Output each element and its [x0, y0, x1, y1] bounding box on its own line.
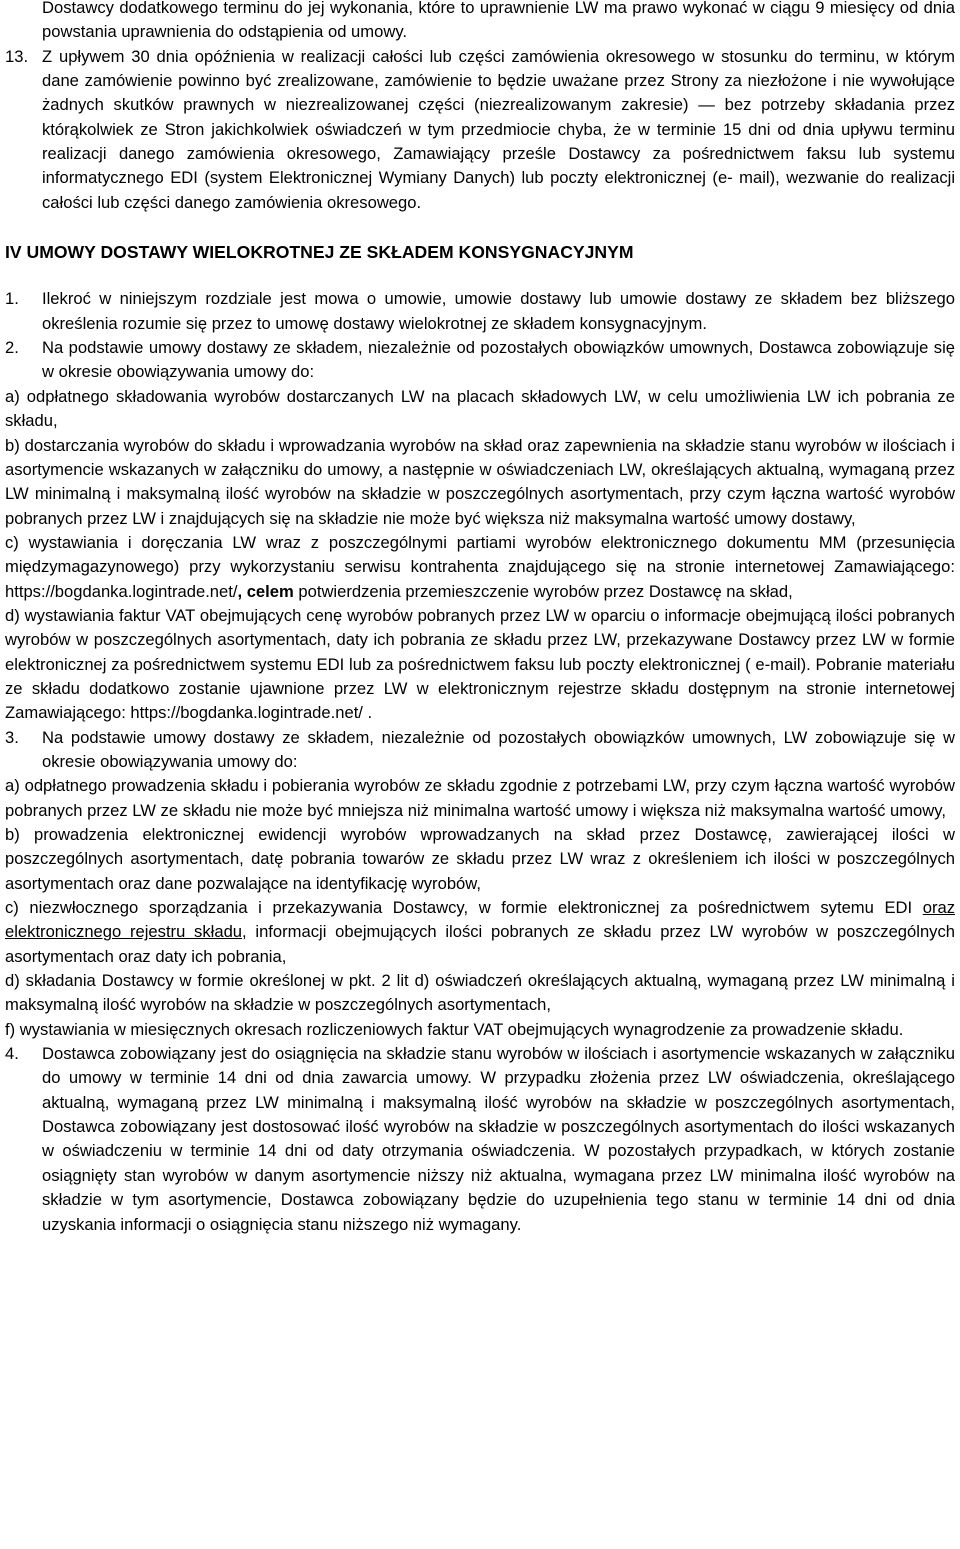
section-item-1-text: Ilekroć w niniejszym rozdziale jest mowa o umowie, umowie dostawy lub umowie dostawy ze składem bez bliższego określenia rozumie się przez to umowę dostawy wielokrotnej ze składem konsygnacyjnym.: [42, 289, 955, 333]
paragraph-13: [5, 45, 955, 215]
item-3d: d) składania Dostawcy w formie określonej w pkt. 2 lit d) oświadczeń określających aktualną, wymaganą przez LW minimalną i maksymalną ilość wyrobów na składzie w poszczególnych asortymentach,: [5, 971, 955, 1015]
section-item-4: [5, 1042, 955, 1237]
item-2c-text-end: potwierdzenia przemieszczenie wyrobów przez Dostawcę na skład,: [293, 581, 793, 601]
item-3a: a) odpłatnego prowadzenia składu i pobierania wyrobów ze składu zgodnie z potrzebami LW, przy czym łączna wartość wyrobów pobranych przez LW ze składu nie może być mniejsza niż minimalna wartość umowy i większa niż maksymalna wartość umowy,: [5, 776, 955, 820]
item-2c-text-start: c) wystawiania i doręczania LW wraz z poszczególnymi partiami wyrobów elektronicznego dokumentu MM (przesunięcia międzymagazynowego) przy wykorzystaniu serwisu kontrahenta znajdującego się na stronie internetowej Zamawiającego: https://bogdanka.logintrade.net/: [5, 532, 955, 601]
section-item-2: [5, 336, 955, 385]
continuation-paragraph: [5, 0, 955, 45]
item-2c-bold-text: , celem: [237, 581, 294, 601]
section-item-2-number: 2.: [5, 338, 19, 358]
section-item-4-text: Dostawca zobowiązany jest do osiągnięcia na składzie stanu wyrobów w ilościach i asortymencie wskazanych w załączniku do umowy w terminie 14 dni od dnia zawarcia umowy. W przypadku złożenia przez LW oświadczenia, określającego aktualną, wymaganą przez LW minimalną i maksymalną ilość wyrobów na składzie w poszczególnych asortymentach, Dostawca zobowiązany jest dostosować ilość wyrobów na składzie w poszczególnych asortymentach do ilości wskazanych w oświadczeniu w terminie 14 dni od daty otrzymania oświadczenia. W pozostałych przypadkach, w których zostanie osiągnięty stan wyrobów w danym asortymencie niższy niż aktualna, wymagana przez LW minimalna ilość wyrobów na składzie w tym asortymencie, Dostawca zobowiązany będzie do uzupełnienia tego stanu w terminie 14 dni od dnia uzyskania informacji o osiągnięcia stanu niższego niż wymagany.: [42, 1044, 955, 1234]
item-2d: d) wystawiania faktur VAT obejmujących cenę wyrobów pobranych przez LW w oparciu o informacje obejmującą ilości pobranych wyrobów w poszczególnych asortymentach, daty ich pobrania ze składu przez LW, przekazywane Dostawcy przez LW w formie elektronicznej za pośrednictwem systemu EDI lub za pośrednictwem faksu lub poczty elektronicznej ( e-mail). Pobranie materiału ze składu dodatkowo zostanie ujawnione przez LW w elektronicznym rejestrze składu dostępnym na stronie internetowej Zamawiającego: https://bogdanka.logintrade.net/ .: [5, 605, 955, 723]
item-2b: b) dostarczania wyrobów do składu i wprowadzania wyrobów na skład oraz zapewnienia na składzie stanu wyrobów w ilościach i asortymencie wskazanych w załączniku do umowy, a następnie w oświadczeniach LW, określających aktualną, wymaganą przez LW minimalną i maksymalną ilość wyrobów na składzie w poszczególnych asortymentach, przy czym łączna wartość wyrobów pobranych przez LW i znajdujących się na składzie nie może być większa niż maksymalna wartość umowy dostawy,: [5, 435, 955, 528]
item-3c-text-end: , informacji obejmujących ilości pobranych ze składu przez LW wyrobów w poszczególnych asortymentach oraz daty ich pobrania,: [5, 922, 955, 966]
item-3b: b) prowadzenia elektronicznej ewidencji wyrobów wprowadzanych na skład przez Dostawcę, zawierającej ilości w poszczególnych asortymentach, datę pobrania towarów ze składu przez LW wraz z określeniem ich ilości w poszczególnych asortymentach oraz dane pozwalające na identyfikację wyrobów,: [5, 825, 955, 893]
section-item-1: [5, 287, 955, 336]
item-3c-text-start: c) niezwłocznego sporządzania i przekazywania Dostawcy, w formie elektronicznej za pośrednictwem sytemu EDI: [5, 898, 923, 918]
section-heading: IV UMOWY DOSTAWY WIELOKROTNEJ ZE SKŁADEM KONSYGNACYJNYM: [5, 242, 634, 263]
continuation-text: Dostawcy dodatkowego terminu do jej wykonania, które to uprawnienie LW ma prawo wykonać w ciągu 9 miesięcy od dnia powstania uprawnienia do odstąpienia od umowy.: [42, 0, 955, 42]
section-item-2-text: Na podstawie umowy dostawy ze składem, niezależnie od pozostałych obowiązków umownych, Dostawca zobowiązuje się w okresie obowiązywania umowy do:: [42, 338, 955, 382]
paragraph-13-text: Z upływem 30 dnia opóźnienia w realizacji całości lub części zamówienia okresowego w stosunku do terminu, w którym dane zamówienie powinno być zrealizowane, zamówienie to będzie uważane przez Strony za niezłożone i nie wywołujące żadnych skutków prawnych w niezrealizowanej części (niezrealizowanym zakresie) — bez potrzeby składania przez którąkolwiek ze Stron jakichkolwiek oświadczeń w tym przedmiocie chyba, że w terminie 15 dni od dnia upływu terminu realizacji danego zamówienia okresowego, Zamawiający prześle Dostawcy za pośrednictwem faksu lub systemu informatycznego EDI (system Elektronicznej Wymiany Danych) lub poczty elektronicznej (e- mail), wezwanie do realizacji całości lub części danego zamówienia okresowego.: [42, 46, 955, 212]
item-2c: [5, 531, 955, 604]
item-3c-underlined-text: oraz elektronicznego rejestru składu: [5, 898, 955, 942]
section-item-3-number: 3.: [5, 727, 19, 747]
paragraph-13-number: 13.: [5, 46, 29, 66]
section-item-4-number: 4.: [5, 1044, 19, 1064]
section-item-1-number: 1.: [5, 289, 19, 309]
item-2a: a) odpłatnego składowania wyrobów dostarczanych LW na placach składowych LW, w celu umożliwienia LW ich pobrania ze składu,: [5, 386, 955, 431]
item-3f: f) wystawiania w miesięcznych okresach rozliczeniowych faktur VAT obejmujących wynagrodzenie za prowadzenie składu.: [5, 1019, 904, 1039]
section-item-3-text: Na podstawie umowy dostawy ze składem, niezależnie od pozostałych obowiązków umownych, LW zobowiązuje się w okresie obowiązywania umowy do:: [42, 727, 955, 771]
section-item-3: [5, 726, 955, 775]
item-3c: [5, 896, 955, 969]
